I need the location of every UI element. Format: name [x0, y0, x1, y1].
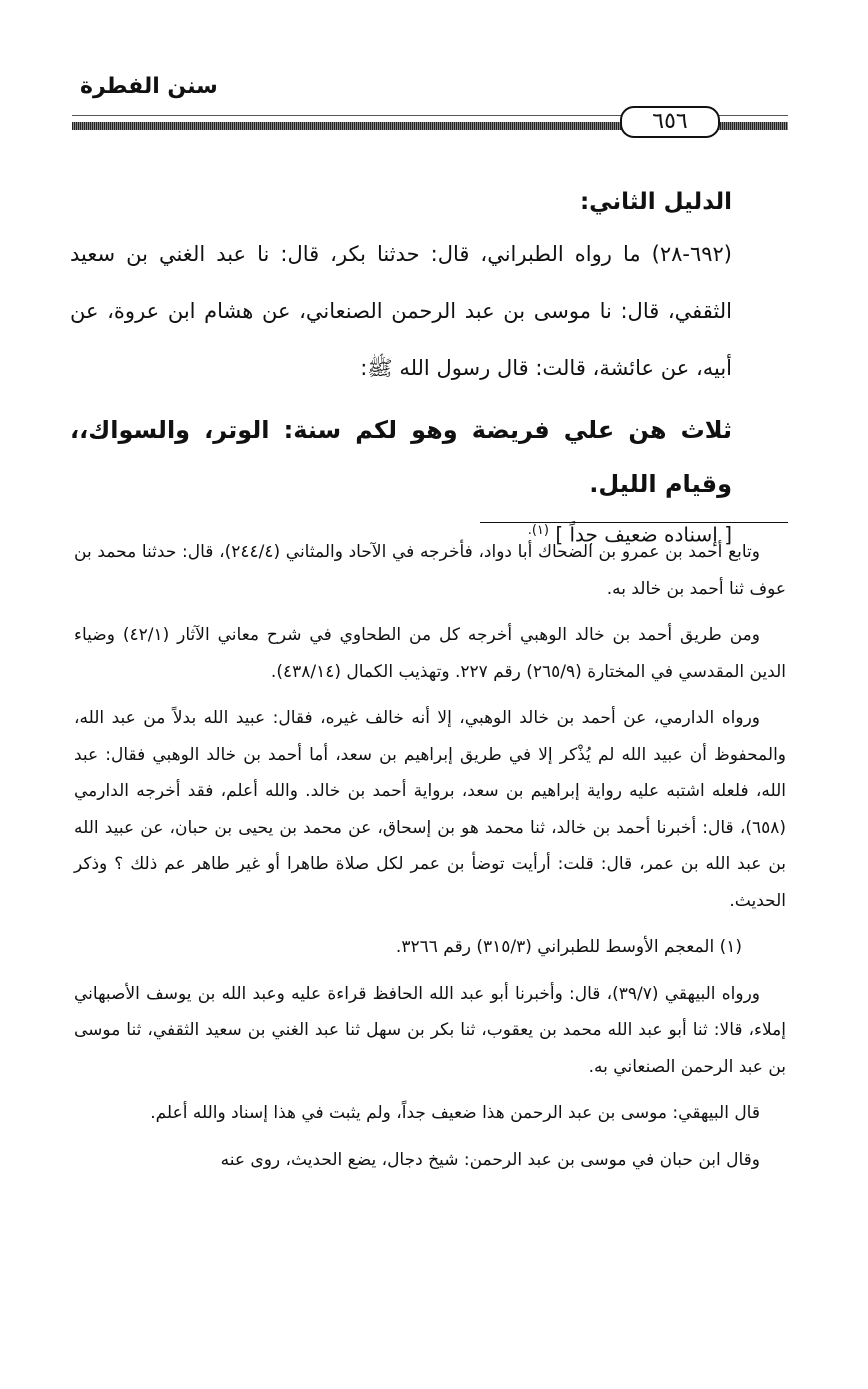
- hadith-chain-paragraph: (٦٩٢-٢٨) ما رواه الطبراني، قال: حدثنا بكر، قال: نا عبد الغني بن سعيد الثقفي، قال: نا موسى بن عبد الرحمن الصنعاني، عن هشام ابن عروة، عن أبيه، عن عائشة، قالت: قال رسول الله ﷺ:: [70, 242, 732, 380]
- grade-label: [ إسناده ضعيف جداً ]: [555, 522, 732, 547]
- footnote-paragraph: وتابع أحمد بن عمرو بن الضحاك أبا دواد، فأخرجه في الآحاد والمثاني (٢٤٤/٤)، قال: حدثنا محمد بن عوف ثنا أحمد بن خالد به.: [74, 542, 786, 599]
- running-header-title: سنن الفطرة: [80, 74, 218, 99]
- footnote-separator: [480, 522, 788, 523]
- page-number: ٦٥٦: [620, 106, 720, 138]
- footnote-paragraph: ومن طريق أحمد بن خالد الوهبي أخرجه كل من الطحاوي في شرح معاني الآثار (٤٢/١) وضياء الدين المقدسي في المختارة (٢٦٥/٩) رقم ٢٢٧. وتهذيب الكمال (٤٣٨/١٤).: [74, 625, 786, 682]
- footnote-paragraph: وقال ابن حبان في موسى بن عبد الرحمن: شيخ دجال، يضع الحديث، روى عنه: [220, 1149, 760, 1170]
- footnote-paragraph: ورواه الدارمي، عن أحمد بن خالد الوهبي، إلا أنه خالف غيره، فقال: عبيد الله بدلاً من عبد الله، والمحفوظ أن عبيد الله لم يُذْكر إلا في طريق إبراهيم بن سعد، أما أحمد بن خالد الوهبي فقال: عبد الله، فلعله اشتبه عليه رواية إبراهيم بن سعد، برواية أحمد بن خالد. والله أعلم، فقد أخرجه الدارمي (٦٥٨)، قال: أخبرنا أحمد بن خالد، ثنا محمد هو بن إسحاق، عن محمد بن يحيى بن حبان، عن عبيد الله بن عبد الله بن عمر، قال: قلت: أرأيت توضأ بن عمر لكل صلاة طاهرا أو غير طاهر عم ذلك ؟ وذكر الحديث.: [74, 708, 786, 911]
- footnotes: [74, 534, 786, 1188]
- section-title: الدليل الثاني:: [579, 189, 732, 215]
- footnote-ref: (١).: [527, 523, 549, 538]
- main-text: [70, 178, 732, 555]
- footnote-paragraph: ورواه البيهقي (٣٩/٧)، قال: وأخبرنا أبو عبد الله الحافظ قراءة عليه وعبد الله بن يوسف الأصبهاني إملاء، قالا: ثنا أبو عبد الله محمد بن يعقوب، ثنا بكر بن سهل ثنا عبد الغني بن سعيد الثقفي، ثنا موسى بن عبد الرحمن الصنعاني به.: [74, 983, 786, 1077]
- hadith-text: ثلاث هن علي فريضة وهو لكم سنة: الوتر، والسواك،، وقيام الليل.: [70, 416, 732, 498]
- footnote-reference: (١) المعجم الأوسط للطبراني (٣١٥/٣) رقم ٣٢٦٦.: [395, 937, 742, 957]
- footnote-paragraph: قال البيهقي: موسى بن عبد الرحمن هذا ضعيف جداً، ولم يثبت في هذا إسناد والله أعلم.: [150, 1103, 760, 1123]
